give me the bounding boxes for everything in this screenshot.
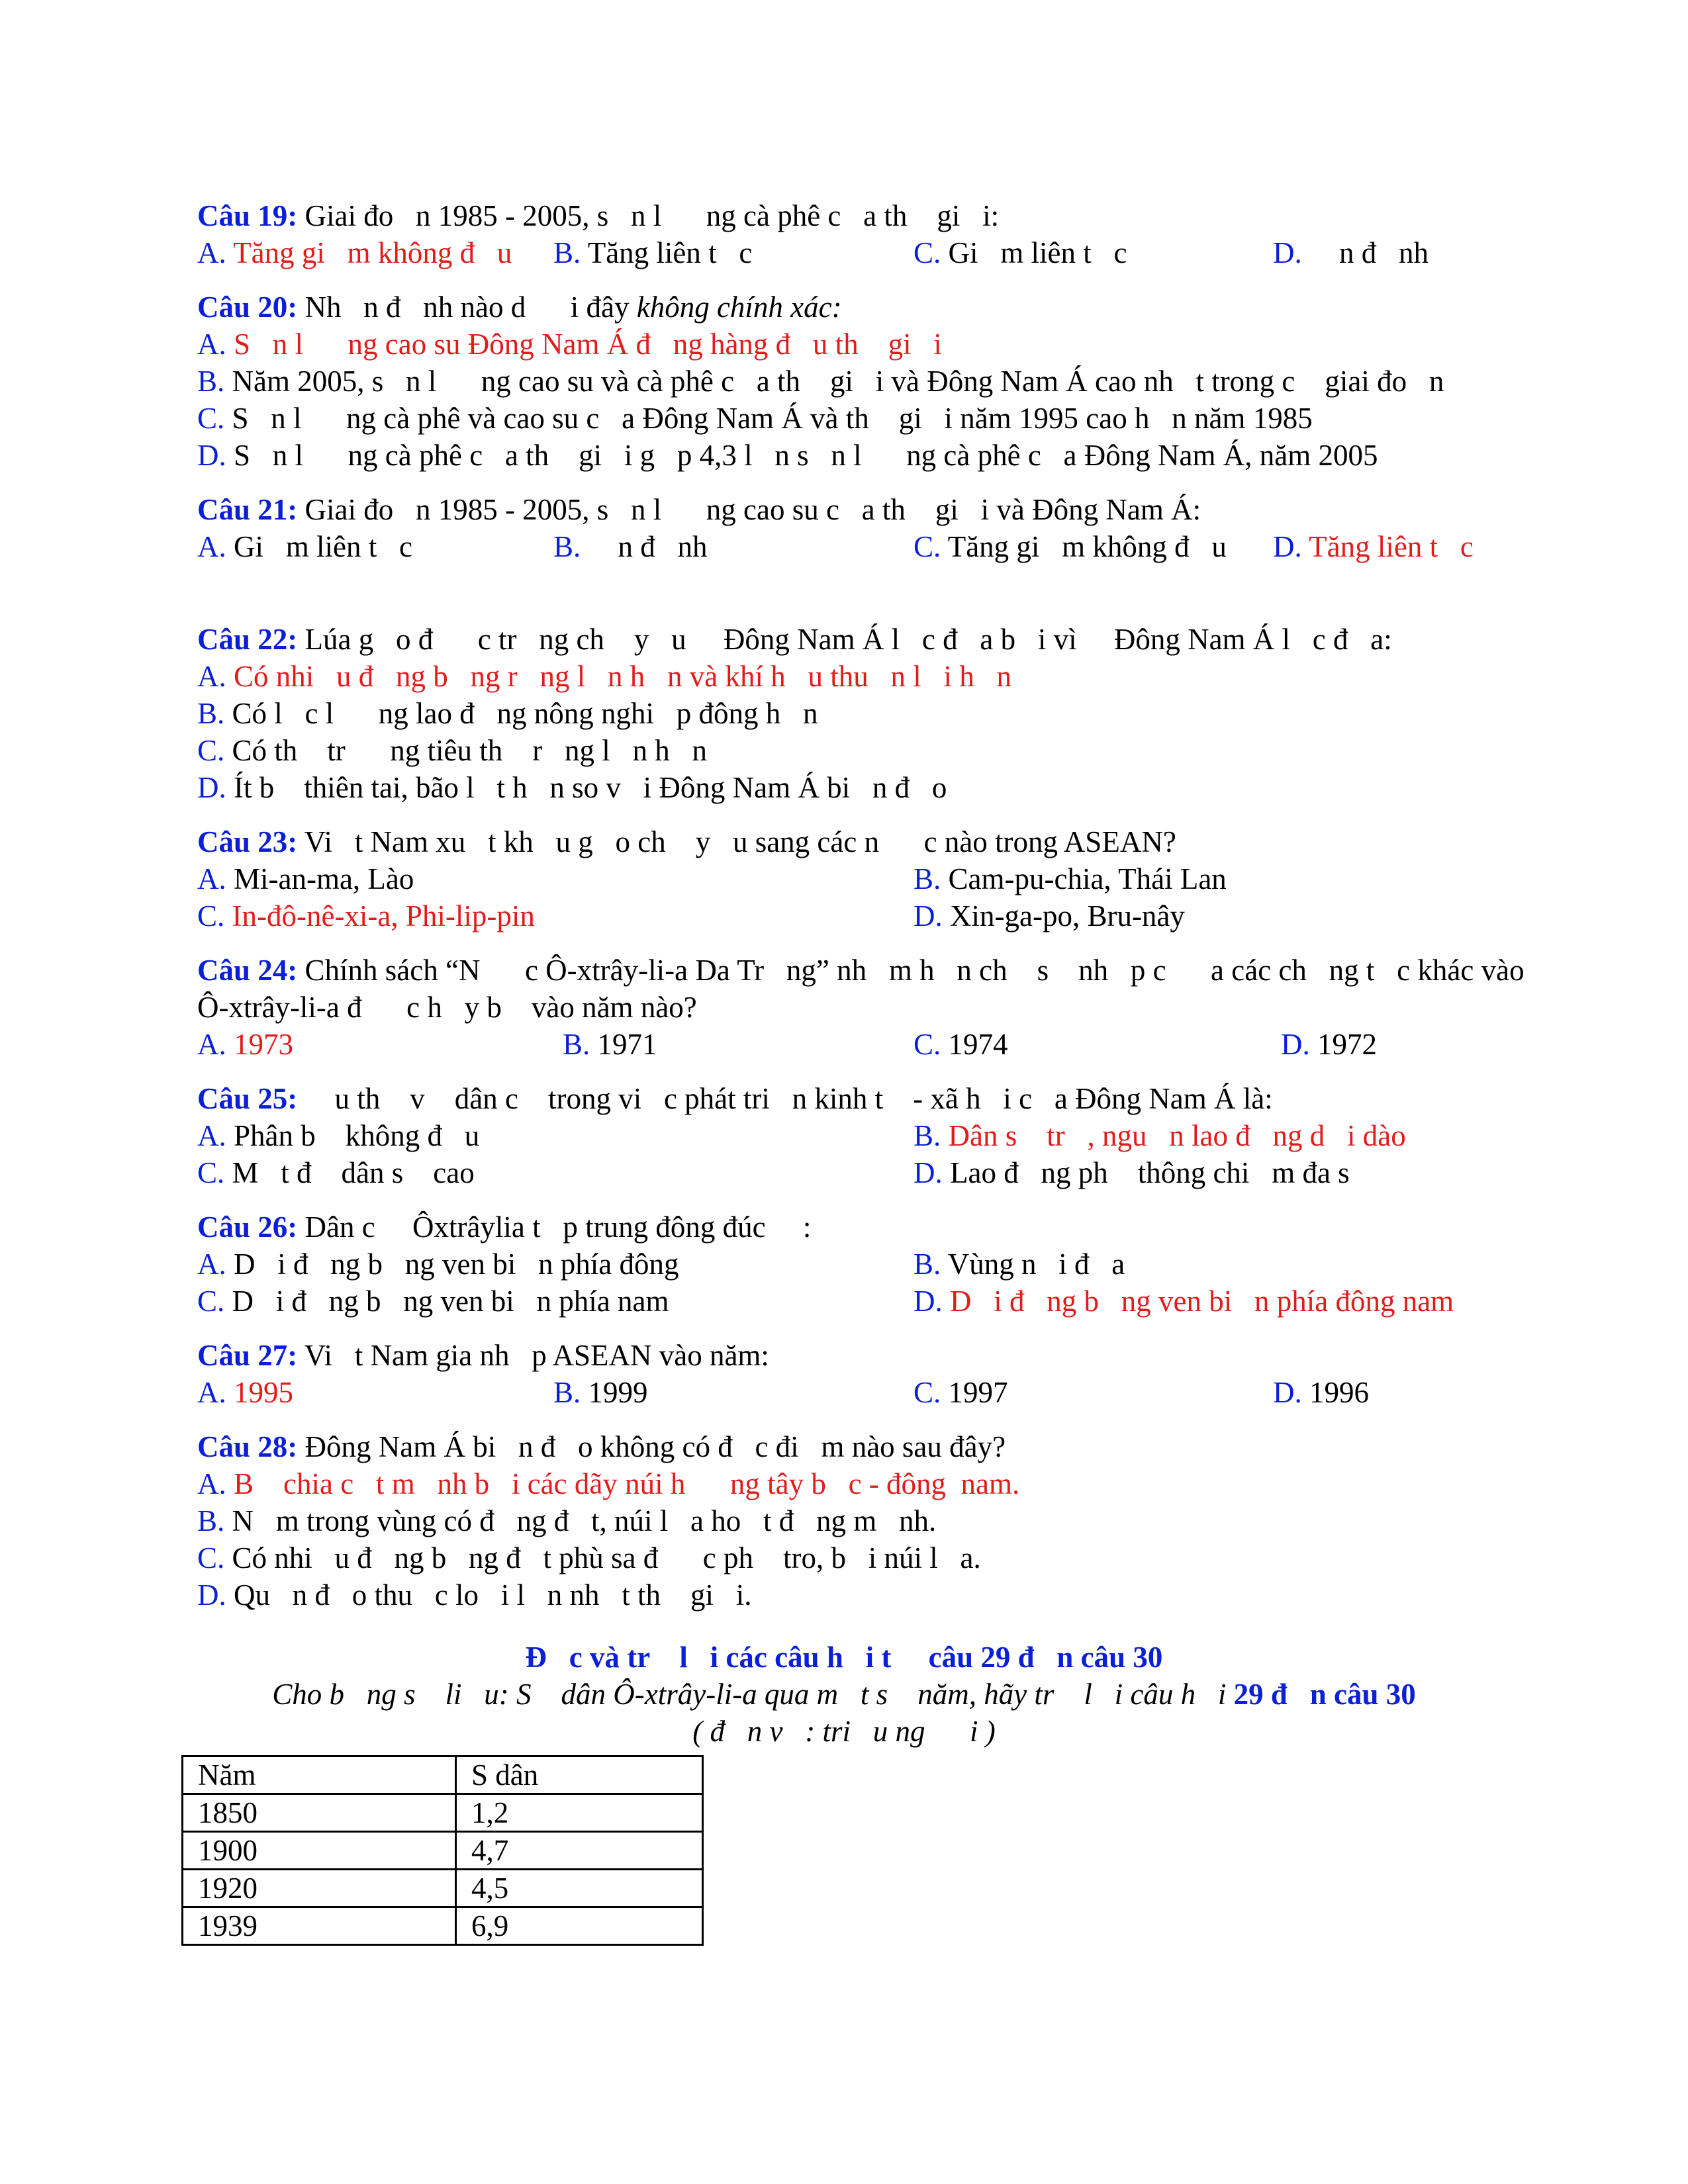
option-letter: B. xyxy=(197,1504,225,1537)
option-text: N m trong vùng có đ ng đ t, núi l a ho t đ ng m nh. xyxy=(224,1504,937,1537)
section-intro-range: 29 đ n câu 30 xyxy=(1233,1678,1416,1711)
option-letter: B. xyxy=(553,530,581,563)
option-letter: D. xyxy=(914,1156,943,1189)
option-text-correct: S n l ng cao su Đông Nam Á đ ng hàng đ u th gi i xyxy=(226,328,942,361)
option-letter: A. xyxy=(197,1119,226,1152)
q19-option-a xyxy=(197,234,512,271)
question-19-text: Giai đo n 1985 - 2005, s n l ng cà phê c a th gi i: xyxy=(297,199,1000,232)
question-21-text: Giai đo n 1985 - 2005, s n l ng cao su c a th gi i và Đông Nam Á: xyxy=(297,493,1201,526)
q23-option-b xyxy=(914,860,1227,897)
q24-option-d xyxy=(1281,1026,1377,1063)
q21-option-d xyxy=(1273,528,1474,565)
q19-option-c xyxy=(914,234,1127,271)
column-header-population: S dân xyxy=(456,1756,703,1794)
option-text: Gi m liên t c xyxy=(941,236,1127,269)
option-letter: D. xyxy=(1273,1376,1302,1409)
question-25 xyxy=(197,1080,1273,1117)
option-text: Gi m liên t c xyxy=(226,530,412,563)
option-letter: C. xyxy=(914,236,941,269)
q21-option-c xyxy=(914,528,1227,565)
option-letter: A. xyxy=(197,236,226,269)
q23-option-c xyxy=(197,897,535,934)
q21-option-a xyxy=(197,528,412,565)
option-text: 1972 xyxy=(1309,1028,1377,1061)
q28-option-a xyxy=(197,1465,1019,1502)
q20-option-a xyxy=(197,326,942,363)
option-text: n đ nh xyxy=(1301,236,1429,269)
q24-option-c xyxy=(914,1026,1008,1063)
question-27-label: Câu 27: xyxy=(197,1339,298,1372)
question-22-label: Câu 22: xyxy=(197,623,298,656)
q23-option-d xyxy=(914,897,1185,934)
option-letter: D. xyxy=(197,439,226,472)
q28-option-c xyxy=(197,1539,981,1576)
option-letter: D. xyxy=(914,899,943,933)
question-26-text: Dân c Ôxtrâylia t p trung đông đúc : xyxy=(297,1210,812,1244)
q21-option-b xyxy=(553,528,708,565)
option-text: 1974 xyxy=(941,1028,1008,1061)
population-table xyxy=(181,1755,704,1946)
table-row xyxy=(183,1794,703,1832)
question-20 xyxy=(197,289,842,326)
question-25-text: u th v dân c trong vi c phát tri n kinh t - xã h i c a Đông Nam Á là: xyxy=(297,1082,1273,1115)
option-text-correct: 1973 xyxy=(226,1028,293,1061)
question-24-text: Chính sách “N c Ô-xtrây-li-a Da Tr ng” nh m h n ch s nh p c a các ch ng t c khác vào xyxy=(297,954,1524,987)
q20-option-b xyxy=(197,363,1444,400)
q22-option-a xyxy=(197,658,1011,695)
option-text: S n l ng cà phê và cao su c a Đông Nam Á và th gi i năm 1995 cao h n năm 1985 xyxy=(224,402,1313,435)
q27-option-d xyxy=(1273,1374,1369,1411)
option-text-correct: B chia c t m nh b i các dãy núi h ng tây b c - đông nam. xyxy=(226,1467,1020,1500)
question-23-label: Câu 23: xyxy=(197,825,298,858)
option-text: D i đ ng b ng ven bi n phía đông xyxy=(226,1248,679,1281)
option-letter: D. xyxy=(197,1578,226,1612)
option-letter: C. xyxy=(197,1285,225,1318)
option-letter: C. xyxy=(914,1376,941,1409)
question-28-label: Câu 28: xyxy=(197,1430,298,1463)
option-text-correct: Tăng liên t c xyxy=(1301,530,1474,563)
option-letter: C. xyxy=(914,1028,941,1061)
option-text: D i đ ng b ng ven bi n phía nam xyxy=(224,1285,669,1318)
option-text: Xin-ga-po, Bru-nây xyxy=(942,899,1185,933)
option-letter: A. xyxy=(197,660,226,693)
table-row xyxy=(183,1907,703,1945)
question-22 xyxy=(197,621,1392,658)
table-row xyxy=(183,1870,703,1907)
table-unit-note: ( đ n v : tri u ng i ) xyxy=(692,1715,996,1748)
option-text: M t đ dân s cao xyxy=(224,1156,475,1189)
option-text: 1996 xyxy=(1301,1376,1369,1409)
option-text-correct: 1995 xyxy=(226,1376,293,1409)
year-cell: 1850 xyxy=(183,1794,456,1832)
question-24-continued: Ô-xtrây-li-a đ c h y b vào năm nào? xyxy=(197,991,697,1024)
question-23 xyxy=(197,823,1176,860)
q27-option-a xyxy=(197,1374,293,1411)
q25-option-a xyxy=(197,1117,479,1154)
option-text-correct: Tăng gi m không đ u xyxy=(226,236,512,269)
option-letter: A. xyxy=(197,862,226,895)
option-letter: B. xyxy=(553,1376,581,1409)
section-heading: Đ c và tr l i các câu h i t câu 29 đ n câu 30 xyxy=(525,1641,1163,1674)
question-20-text: Nh n đ nh nào d i đây xyxy=(297,291,637,324)
q25-option-d xyxy=(914,1154,1350,1191)
option-text: Lao đ ng ph thông chi m đa s xyxy=(942,1156,1350,1189)
q20-option-d xyxy=(197,437,1378,474)
option-text: 1999 xyxy=(581,1376,648,1409)
q22-option-b xyxy=(197,695,818,732)
q22-option-d xyxy=(197,769,947,806)
option-letter: C. xyxy=(914,530,941,563)
option-letter: B. xyxy=(563,1028,590,1061)
question-26 xyxy=(197,1208,811,1246)
option-letter: D. xyxy=(914,1285,943,1318)
q23-option-a xyxy=(197,860,414,897)
option-letter: B. xyxy=(197,697,225,730)
question-27 xyxy=(197,1337,769,1374)
question-21-label: Câu 21: xyxy=(197,493,298,526)
question-28 xyxy=(197,1428,1006,1465)
question-26-label: Câu 26: xyxy=(197,1210,298,1244)
population-cell: 4,7 xyxy=(456,1832,703,1870)
option-letter: B. xyxy=(553,236,581,269)
option-text: Có th tr ng tiêu th r ng l n h n xyxy=(224,734,707,767)
q19-option-d xyxy=(1273,234,1429,271)
option-letter: C. xyxy=(197,1156,225,1189)
question-27-text: Vi t Nam gia nh p ASEAN vào năm: xyxy=(297,1339,769,1372)
option-letter: B. xyxy=(914,1248,941,1281)
q26-option-b xyxy=(914,1246,1125,1283)
option-letter: A. xyxy=(197,328,226,361)
option-text: S n l ng cà phê c a th gi i g p 4,3 l n s n l ng cà phê c a Đông Nam Á, năm 2005 xyxy=(226,439,1378,472)
option-text: Ít b thiên tai, bão l t h n so v i Đông Nam Á bi n đ o xyxy=(226,771,947,804)
population-cell: 6,9 xyxy=(456,1907,703,1945)
q26-option-d xyxy=(914,1283,1454,1320)
option-letter: A. xyxy=(197,1376,226,1409)
option-text: Có nhi u đ ng b ng đ t phù sa đ c ph tro, b i núi l a. xyxy=(224,1541,981,1574)
q28-option-b xyxy=(197,1502,936,1539)
q26-option-c xyxy=(197,1283,669,1320)
question-19 xyxy=(197,197,999,234)
option-letter: D. xyxy=(1273,236,1302,269)
option-text: Năm 2005, s n l ng cao su và cà phê c a th gi i và Đông Nam Á cao nh t trong c giai đo n xyxy=(224,365,1444,398)
option-letter: D. xyxy=(197,771,226,804)
q26-option-a xyxy=(197,1246,679,1283)
option-text: Vùng n i đ a xyxy=(941,1248,1125,1281)
q27-option-c xyxy=(914,1374,1008,1411)
question-24 xyxy=(197,952,1524,989)
q24-option-b xyxy=(563,1026,657,1063)
question-20-label: Câu 20: xyxy=(197,291,298,324)
q20-option-c xyxy=(197,400,1313,437)
table-header-row xyxy=(183,1756,703,1794)
section-intro-text: Cho b ng s li u: S dân Ô-xtrây-li-a qua m t s năm, hãy tr l i câu h i xyxy=(272,1678,1234,1711)
option-text: 1997 xyxy=(941,1376,1008,1409)
q25-option-c xyxy=(197,1154,475,1191)
option-text: Tăng liên t c xyxy=(581,236,753,269)
q28-option-d xyxy=(197,1576,752,1614)
option-text: Qu n đ o thu c lo i l n nh t th gi i. xyxy=(226,1578,752,1612)
population-cell: 1,2 xyxy=(456,1794,703,1832)
question-28-text: Đông Nam Á bi n đ o không có đ c đi m nào sau đây? xyxy=(297,1430,1006,1463)
option-letter: A. xyxy=(197,1467,226,1500)
population-cell: 4,5 xyxy=(456,1870,703,1907)
option-letter: D. xyxy=(1281,1028,1310,1061)
option-text-correct: Có nhi u đ ng b ng r ng l n h n và khí h u thu n l i h n xyxy=(226,660,1011,693)
year-cell: 1939 xyxy=(183,1907,456,1945)
option-text: Cam-pu-chia, Thái Lan xyxy=(941,862,1227,895)
option-letter: B. xyxy=(197,365,225,398)
question-21 xyxy=(197,491,1201,528)
q27-option-b xyxy=(553,1374,648,1411)
option-text-correct: Dân s tr , ngu n lao đ ng d i dào xyxy=(941,1119,1406,1152)
option-text-correct: In-đô-nê-xi-a, Phi-lip-pin xyxy=(224,899,535,933)
section-intro xyxy=(0,1676,1688,1713)
option-letter: A. xyxy=(197,1248,226,1281)
option-letter: A. xyxy=(197,530,226,563)
q24-option-a xyxy=(197,1026,293,1063)
q22-option-c xyxy=(197,732,707,769)
option-letter: D. xyxy=(1273,530,1302,563)
option-letter: B. xyxy=(914,1119,941,1152)
option-letter: C. xyxy=(197,1541,225,1574)
option-text: Mi-an-ma, Lào xyxy=(226,862,414,895)
option-text: Tăng gi m không đ u xyxy=(941,530,1227,563)
year-cell: 1900 xyxy=(183,1832,456,1870)
question-20-emphasis: không chính xác: xyxy=(636,291,842,324)
option-text: 1971 xyxy=(590,1028,657,1061)
option-letter: C. xyxy=(197,734,225,767)
option-letter: B. xyxy=(914,862,941,895)
q19-option-b xyxy=(553,234,752,271)
question-22-text: Lúa g o đ c tr ng ch y u Đông Nam Á l c đ a b i vì Đông Nam Á l c đ a: xyxy=(297,623,1392,656)
table-row xyxy=(183,1832,703,1870)
year-cell: 1920 xyxy=(183,1870,456,1907)
column-header-year: Năm xyxy=(183,1756,456,1794)
option-text: n đ nh xyxy=(581,530,708,563)
option-text-correct: D i đ ng b ng ven bi n phía đông nam xyxy=(942,1285,1454,1318)
question-19-label: Câu 19: xyxy=(197,199,298,232)
option-text: Có l c l ng lao đ ng nông nghi p đông h n xyxy=(224,697,818,730)
question-25-label: Câu 25: xyxy=(197,1082,298,1115)
question-23-text: Vi t Nam xu t kh u g o ch y u sang các n c nào trong ASEAN? xyxy=(297,825,1176,858)
question-24-label: Câu 24: xyxy=(197,954,298,987)
option-letter: A. xyxy=(197,1028,226,1061)
q25-option-b xyxy=(914,1117,1406,1154)
option-letter: C. xyxy=(197,402,225,435)
option-letter: C. xyxy=(197,899,225,933)
option-text: Phân b không đ u xyxy=(226,1119,480,1152)
